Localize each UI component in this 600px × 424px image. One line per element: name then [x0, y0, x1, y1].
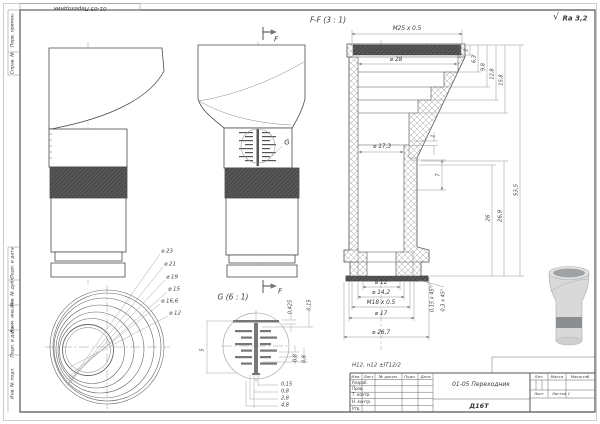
- tb-col-docnum: № докум.: [378, 373, 399, 379]
- dim-chamfer-03: 0,3 x 45°: [440, 288, 447, 312]
- dim-thread-m18: M18 x 0.5: [366, 300, 396, 307]
- part-3d-thumbnail: [549, 267, 589, 346]
- side-view: [49, 48, 164, 277]
- dim-d12-view: ⌀ 12: [169, 310, 182, 317]
- detail-ref-label: G: [284, 138, 290, 147]
- dim-d14-2: ⌀ 14,2: [371, 290, 391, 297]
- dim-d17: ⌀ 17: [374, 311, 388, 318]
- dim-depth-9-8: 9,8: [480, 63, 487, 71]
- dim-len-26-9: 26,9: [497, 209, 504, 223]
- dim-depth-6-3: 6,3: [471, 55, 478, 63]
- dim-d28: ⌀ 28: [389, 57, 403, 64]
- detail-dim-5: 5: [199, 348, 206, 352]
- detail-dim-48-b: 4,8: [281, 402, 289, 409]
- dim-thread-m25: M25 x 0.5: [392, 26, 422, 33]
- detail-slot-pattern: [233, 320, 279, 375]
- dim-d21: ⌀ 21: [164, 261, 177, 268]
- detail-title: G (6 : 1): [217, 292, 249, 302]
- tolerance-note: H12, н12 ±IT12/2: [352, 361, 401, 368]
- section-title: F-F (3 : 1): [310, 15, 346, 25]
- tb-row-utv: Утв.: [352, 405, 361, 411]
- dim-d15: ⌀ 15: [168, 286, 181, 293]
- dim-d12: ⌀ 12: [374, 280, 388, 287]
- dim-len-53-5: 53,5: [513, 183, 520, 197]
- tb-col-list: Лист: [363, 373, 374, 379]
- dim-step-7: 7: [435, 173, 442, 177]
- tb-sheet-label: Лист: [534, 391, 544, 397]
- tb-row-prov: Пров.: [352, 386, 364, 391]
- dim-d23: ⌀ 23: [161, 248, 174, 255]
- dim-d26-7: ⌀ 26,7: [371, 330, 391, 337]
- top-stamp-text: 01-05 Переходник: [53, 4, 107, 11]
- detail-dim-0425: 0,425: [287, 299, 294, 315]
- front-view: [198, 27, 305, 293]
- detail-dim-015-top: 0,15: [306, 299, 313, 311]
- detail-dim-015-b: 0,15: [281, 381, 293, 388]
- detail-dim-08-r1: 0,8: [292, 354, 299, 362]
- dim-len-26: 26: [485, 214, 492, 222]
- dim-chamfer-015: 0,15 x 45°: [429, 285, 436, 313]
- border-label-podp-data-2: Подп. и дата: [10, 326, 16, 358]
- tb-col-izm: Изм.: [351, 373, 361, 379]
- dim-step-1: 1: [430, 134, 437, 138]
- tb-scale-label: Масштаб: [570, 373, 590, 379]
- dim-d19: ⌀ 19: [166, 274, 179, 281]
- tb-col-podp: Подп.: [404, 373, 416, 379]
- border-label-sprav-no: Справ. №: [10, 51, 16, 75]
- cut-arrow-label-bottom: F: [277, 287, 283, 296]
- tb-sheets-label: Листов 1: [551, 391, 571, 397]
- roughness-value: Ra 3,2: [562, 14, 588, 23]
- roughness-check-icon: √: [553, 12, 559, 23]
- cut-arrow-label-top: F: [273, 35, 279, 44]
- tb-row-nkontr: Н. контр.: [352, 399, 372, 404]
- dim-d17-3: ⌀ 17,3: [372, 144, 392, 151]
- dim-depth-15-8: 15,8: [498, 74, 505, 86]
- border-label-inv-podl: Инв. № подл.: [10, 367, 16, 399]
- border-label-vzam-inv: Взам. инв. №: [10, 301, 16, 333]
- border-label-podp-data-1: Подп. и дата: [10, 247, 16, 279]
- tb-mass-label: Масса: [550, 373, 564, 379]
- tb-material: Д16Т: [469, 401, 489, 410]
- dim-d16-6: ⌀ 16,6: [161, 298, 179, 305]
- tb-lit-label: Лит.: [534, 373, 544, 379]
- border-label-inv-dubl: Инв. № дубл.: [10, 276, 16, 308]
- dim-depth-2: 2: [463, 48, 470, 52]
- tb-doc-title: 01-05 Переходник: [452, 381, 510, 388]
- detail-dim-08-r2: 0,8: [301, 355, 308, 363]
- dim-depth-12-8: 12,8: [489, 68, 496, 80]
- detail-dim-28-b: 2,8: [281, 395, 289, 402]
- tb-row-tkontr: Т. контр.: [352, 392, 371, 398]
- detail-dim-08-b: 0,8: [281, 388, 289, 395]
- tb-row-razrab: Разраб.: [352, 379, 368, 385]
- tb-col-data: Дата: [420, 373, 431, 379]
- border-label-perv-primen: Перв. примен.: [10, 12, 16, 48]
